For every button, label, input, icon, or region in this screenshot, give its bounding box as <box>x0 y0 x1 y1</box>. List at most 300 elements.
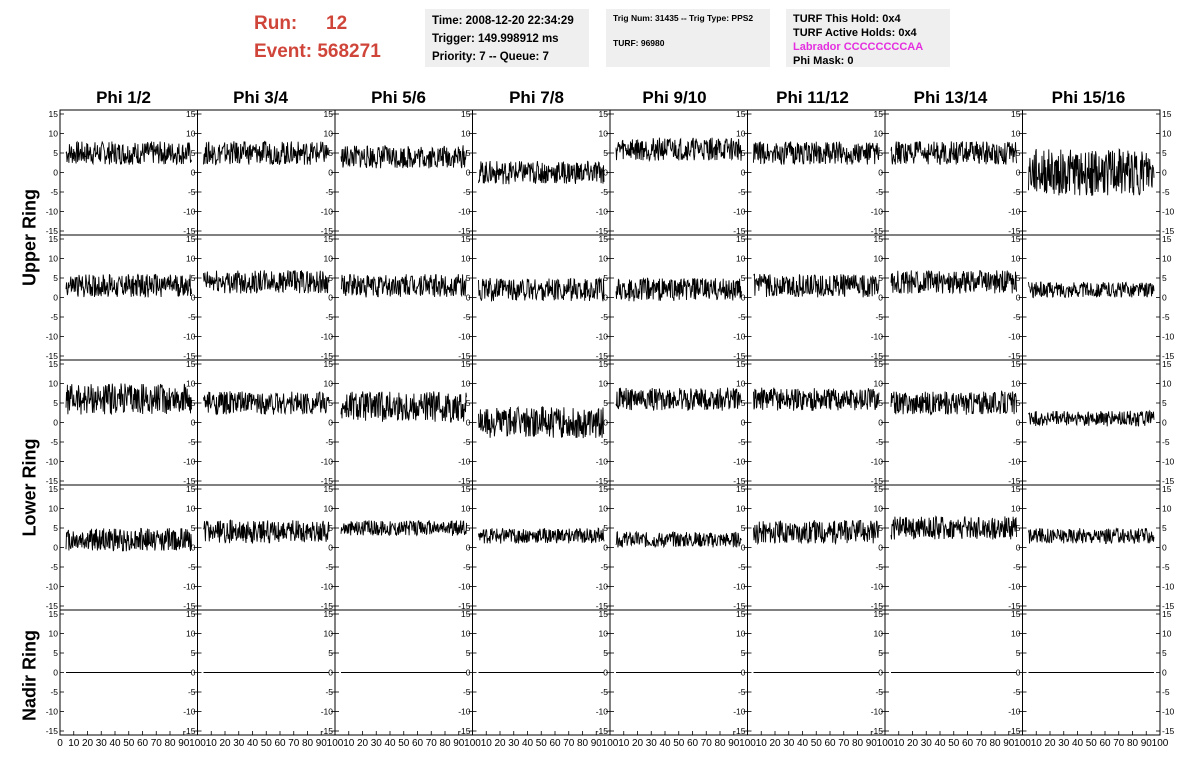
y-tick-label: -5 <box>1012 312 1021 322</box>
y-tick-label: 10 <box>186 253 196 264</box>
y-tick-label: -10 <box>1008 706 1021 717</box>
x-tick-label: 70 <box>425 738 437 749</box>
y-tick-label: -15 <box>1008 476 1021 486</box>
y-tick-label: 0 <box>740 292 746 303</box>
y-tick-label: 0 <box>1162 292 1167 303</box>
waveform-r2-c6 <box>891 391 1017 414</box>
y-tick-label: 15 <box>736 109 746 119</box>
x-tick-label: 20 <box>494 738 506 749</box>
x-tick-label: 0 <box>57 738 63 749</box>
x-tick-label: 30 <box>783 738 795 749</box>
y-tick-label: 5 <box>53 148 58 158</box>
x-tick-label: 10 <box>618 738 630 749</box>
y-tick-label: -5 <box>737 187 746 197</box>
y-tick-label: -15 <box>458 601 471 611</box>
priority-line: Priority: 7 -- Queue: 7 <box>432 51 549 63</box>
y-tick-label: 10 <box>873 503 883 514</box>
y-tick-label: 15 <box>186 609 196 619</box>
x-tick-label: 60 <box>1099 738 1111 749</box>
lower-ring-label: Lower Ring <box>19 438 40 537</box>
y-tick-label: 15 <box>598 359 608 369</box>
waveform-r3-c3 <box>479 528 605 543</box>
y-tick-label: 0 <box>603 167 608 178</box>
trig-num-line: Trig Num: 31435 -- Trig Type: PPS2 <box>613 13 754 23</box>
y-tick-label: 0 <box>740 667 746 678</box>
panel-frame-r1-c5 <box>748 235 886 360</box>
y-tick-label: 10 <box>48 253 58 264</box>
y-tick-label: -5 <box>462 437 471 447</box>
y-tick-label: 0 <box>740 542 746 553</box>
y-tick-label: 5 <box>190 523 196 533</box>
x-tick-label: 30 <box>508 738 520 749</box>
panel-frame-r0-c6 <box>885 110 1023 235</box>
x-tick-label: 80 <box>439 738 451 749</box>
y-tick-label: 0 <box>190 292 196 303</box>
y-tick-label: -15 <box>45 476 58 486</box>
x-tick-label: 40 <box>246 738 259 749</box>
y-tick-label: 15 <box>736 234 746 244</box>
y-tick-label: -15 <box>1162 726 1175 736</box>
phi-header-15-16: Phi 15/16 <box>1051 88 1126 107</box>
y-tick-label: 15 <box>598 234 608 244</box>
turf-this-hold-line: TURF This Hold: 0x4 <box>793 13 901 25</box>
y-tick-label: 15 <box>1162 109 1172 119</box>
y-tick-label: 0 <box>465 417 471 428</box>
y-tick-label: -10 <box>320 706 333 717</box>
y-tick-label: 10 <box>598 503 608 514</box>
y-tick-label: 0 <box>190 417 196 428</box>
y-tick-label: 15 <box>1162 484 1172 494</box>
phi-mask-line: Phi Mask: 0 <box>793 55 854 67</box>
y-tick-label: 0 <box>53 667 58 678</box>
panel-frame-r1-c0 <box>60 235 198 360</box>
x-tick-label: 80 <box>164 738 176 749</box>
waveform-r3-c1 <box>204 520 330 543</box>
y-tick-label: -5 <box>737 437 746 447</box>
x-tick-label: 20 <box>81 738 94 749</box>
x-tick-label: 40 <box>659 738 671 749</box>
panel-frame-r3-c7 <box>1023 485 1161 610</box>
panel-frame-r2-c2 <box>335 360 473 485</box>
y-tick-label: 0 <box>1162 667 1167 678</box>
y-tick-label: -5 <box>325 312 333 322</box>
event-label: Event: <box>254 41 313 62</box>
x-tick-label: 70 <box>700 738 712 749</box>
y-tick-label: -10 <box>870 581 883 592</box>
y-tick-label: 0 <box>1162 167 1167 178</box>
x-tick-label: 60 <box>686 738 699 749</box>
y-tick-label: 5 <box>1015 398 1021 408</box>
y-tick-label: 10 <box>186 503 196 514</box>
x-tick-label: 10 <box>68 738 80 749</box>
panel-frame-r1-c7 <box>1023 235 1161 360</box>
y-tick-label: 15 <box>1162 359 1172 369</box>
y-tick-label: 15 <box>598 484 608 494</box>
x-tick-label: 10 <box>343 738 355 749</box>
y-tick-label: -5 <box>600 687 608 697</box>
y-tick-label: 15 <box>48 234 58 244</box>
y-tick-label: -5 <box>1012 437 1021 447</box>
y-tick-label: -15 <box>595 726 608 736</box>
y-tick-label: -5 <box>875 187 883 197</box>
panel-frame-r0-c4 <box>610 110 748 235</box>
y-tick-label: 15 <box>461 234 471 244</box>
x-tick-label: 70 <box>838 738 850 749</box>
y-tick-label: 10 <box>736 628 746 639</box>
y-tick-label: -15 <box>595 226 608 236</box>
x-tick-label: 70 <box>563 738 575 749</box>
x-tick-label: 20 <box>1044 738 1056 749</box>
x-tick-label: 70 <box>288 738 300 749</box>
waveform-r3-c2 <box>341 520 467 535</box>
waveform-r3-c5 <box>754 520 880 543</box>
panel-frame-r1-c6 <box>885 235 1023 360</box>
y-tick-label: 5 <box>603 148 608 158</box>
y-tick-label: 0 <box>1015 292 1021 303</box>
waveform-r0-c1 <box>204 141 330 164</box>
y-tick-label: -10 <box>458 456 471 467</box>
y-tick-label: -15 <box>733 601 746 611</box>
y-tick-label: 0 <box>190 667 196 678</box>
y-tick-label: 5 <box>740 648 746 658</box>
waveform-r1-c4 <box>616 278 742 301</box>
y-tick-label: 10 <box>186 378 196 389</box>
y-tick-label: 5 <box>328 523 333 533</box>
y-tick-label: -15 <box>1162 226 1175 236</box>
x-tick-label: 50 <box>1085 738 1097 749</box>
y-tick-label: -5 <box>187 312 196 322</box>
y-tick-label: 0 <box>328 292 333 303</box>
x-tick-label: 20 <box>631 738 644 749</box>
y-tick-label: -15 <box>183 226 196 236</box>
phi-header-1-2: Phi 1/2 <box>96 88 151 107</box>
y-tick-label: -15 <box>733 726 746 736</box>
y-tick-label: 0 <box>1015 667 1021 678</box>
x-tick-label: 90 <box>315 738 327 749</box>
x-tick-label: 80 <box>576 738 589 749</box>
x-tick-label: 90 <box>178 738 190 749</box>
y-tick-label: -10 <box>733 581 746 592</box>
y-tick-label: -5 <box>600 312 608 322</box>
y-tick-label: -10 <box>183 706 196 717</box>
waveform-r1-c6 <box>891 270 1017 293</box>
waveform-r2-c7 <box>1029 411 1155 427</box>
y-tick-label: 10 <box>1011 253 1021 264</box>
y-tick-label: -5 <box>875 687 883 697</box>
y-tick-label: 5 <box>53 648 58 658</box>
y-tick-label: -10 <box>45 706 58 717</box>
y-tick-label: 15 <box>323 484 333 494</box>
y-tick-label: -5 <box>1162 687 1170 697</box>
y-tick-label: 15 <box>48 359 58 369</box>
y-tick-label: -10 <box>733 206 746 217</box>
y-tick-label: -15 <box>320 226 333 236</box>
y-tick-label: -5 <box>462 312 471 322</box>
y-tick-label: -15 <box>733 351 746 361</box>
y-tick-label: -15 <box>183 601 196 611</box>
y-tick-label: -5 <box>1162 562 1170 572</box>
run-value: 12 <box>326 13 348 34</box>
panel-frame-r1-c2 <box>335 235 473 360</box>
y-tick-label: -10 <box>320 581 333 592</box>
y-tick-label: 10 <box>1162 628 1172 639</box>
x-tick-label: 80 <box>1126 738 1139 749</box>
y-tick-label: 5 <box>878 398 883 408</box>
y-tick-label: 5 <box>328 648 333 658</box>
y-tick-label: 5 <box>53 273 58 283</box>
y-tick-label: 0 <box>53 417 58 428</box>
x-tick-label: 100 <box>739 738 756 749</box>
y-tick-label: -10 <box>183 456 196 467</box>
x-tick-label: 50 <box>948 738 960 749</box>
y-tick-label: 10 <box>1011 628 1021 639</box>
y-tick-label: -15 <box>595 351 608 361</box>
y-tick-label: -10 <box>320 456 333 467</box>
y-tick-label: 5 <box>53 523 58 533</box>
y-tick-label: 0 <box>878 542 883 553</box>
y-tick-label: -10 <box>595 581 608 592</box>
y-tick-label: 10 <box>598 128 608 139</box>
y-tick-label: 0 <box>465 292 471 303</box>
x-tick-label: 90 <box>590 738 602 749</box>
y-tick-label: -10 <box>1162 581 1175 592</box>
y-tick-label: 15 <box>598 609 608 619</box>
y-tick-label: 15 <box>1011 609 1021 619</box>
y-tick-label: -10 <box>458 331 471 342</box>
y-tick-label: -15 <box>45 601 58 611</box>
x-tick-label: 10 <box>205 738 217 749</box>
waveform-r2-c4 <box>616 388 742 411</box>
y-tick-label: -5 <box>325 687 333 697</box>
x-tick-label: 20 <box>356 738 369 749</box>
y-tick-label: 0 <box>328 417 333 428</box>
x-tick-label: 30 <box>370 738 382 749</box>
y-tick-label: 10 <box>1011 378 1021 389</box>
y-tick-label: -5 <box>187 562 196 572</box>
x-tick-label: 10 <box>755 738 767 749</box>
y-tick-label: -5 <box>600 187 608 197</box>
waveform-r0-c0 <box>66 142 192 165</box>
y-tick-label: -10 <box>183 331 196 342</box>
x-tick-label: 60 <box>824 738 836 749</box>
y-tick-label: -10 <box>458 706 471 717</box>
y-tick-label: 10 <box>873 628 883 639</box>
y-tick-label: 10 <box>48 378 58 389</box>
x-tick-label: 50 <box>535 738 547 749</box>
y-tick-label: -15 <box>183 726 196 736</box>
y-tick-label: -5 <box>325 562 333 572</box>
y-tick-label: 5 <box>878 523 883 533</box>
y-tick-label: 5 <box>190 398 196 408</box>
y-tick-label: -5 <box>1162 312 1170 322</box>
y-tick-label: 5 <box>603 523 608 533</box>
y-tick-label: 10 <box>48 503 58 514</box>
y-tick-label: -5 <box>325 437 333 447</box>
y-tick-label: -15 <box>458 351 471 361</box>
y-tick-label: -10 <box>45 331 58 342</box>
y-tick-label: -10 <box>595 331 608 342</box>
y-tick-label: -15 <box>458 476 471 486</box>
y-tick-label: 0 <box>878 667 883 678</box>
x-tick-label: 60 <box>411 738 424 749</box>
phi-header-7-8: Phi 7/8 <box>509 88 564 107</box>
x-tick-label: 80 <box>989 738 1001 749</box>
y-tick-label: 5 <box>1162 273 1167 283</box>
y-tick-label: 10 <box>323 628 333 639</box>
x-tick-label: 10 <box>1030 738 1042 749</box>
trigger-line: Trigger: 149.998912 ms <box>432 33 559 45</box>
x-tick-label: 90 <box>728 738 740 749</box>
y-tick-label: 5 <box>740 148 746 158</box>
waveform-r0-c5 <box>754 142 880 165</box>
y-tick-label: -10 <box>1162 331 1175 342</box>
y-tick-label: -15 <box>1008 226 1021 236</box>
y-tick-label: -5 <box>875 562 883 572</box>
panel-frame-r3-c3 <box>473 485 611 610</box>
event-value: 568271 <box>317 41 381 62</box>
panel-frame-r0-c2 <box>335 110 473 235</box>
x-tick-label: 80 <box>851 738 864 749</box>
y-tick-label: -10 <box>870 456 883 467</box>
x-tick-label: 100 <box>601 738 619 749</box>
y-tick-label: -15 <box>1162 476 1175 486</box>
panel-frame-r1-c1 <box>198 235 336 360</box>
y-tick-label: -5 <box>50 437 58 447</box>
y-tick-label: -15 <box>45 351 58 361</box>
y-tick-label: 0 <box>603 292 608 303</box>
y-tick-label: -15 <box>320 601 333 611</box>
x-tick-label: 90 <box>1003 738 1015 749</box>
x-tick-label: 30 <box>920 738 932 749</box>
y-tick-label: 0 <box>1162 542 1167 553</box>
x-tick-label: 90 <box>865 738 877 749</box>
y-tick-label: -5 <box>325 187 333 197</box>
y-tick-label: 15 <box>323 109 333 119</box>
waveform-r2-c1 <box>204 391 330 414</box>
x-tick-label: 10 <box>893 738 905 749</box>
y-tick-label: 10 <box>1162 503 1172 514</box>
y-tick-label: 10 <box>1162 128 1172 139</box>
y-tick-label: 15 <box>736 359 746 369</box>
y-tick-label: -5 <box>600 562 608 572</box>
phi-header-9-10: Phi 9/10 <box>642 88 707 107</box>
y-tick-label: 5 <box>740 273 746 283</box>
x-tick-label: 100 <box>464 738 481 749</box>
y-tick-label: 5 <box>465 523 471 533</box>
x-tick-label: 80 <box>714 738 726 749</box>
y-tick-label: 15 <box>48 609 58 619</box>
y-tick-label: -5 <box>50 312 58 322</box>
waveform-r0-c7 <box>1029 149 1155 196</box>
y-tick-label: -5 <box>187 687 196 697</box>
y-tick-label: 5 <box>190 273 196 283</box>
y-tick-label: 15 <box>736 609 746 619</box>
x-tick-label: 50 <box>260 738 272 749</box>
y-tick-label: -10 <box>1008 331 1021 342</box>
y-tick-label: 0 <box>1015 542 1021 553</box>
y-tick-label: 10 <box>461 128 471 139</box>
panel-frame-r3-c1 <box>198 485 336 610</box>
y-tick-label: -5 <box>462 187 471 197</box>
x-tick-label: 100 <box>326 738 344 749</box>
y-tick-label: 15 <box>873 234 883 244</box>
y-tick-label: 10 <box>323 378 333 389</box>
panel-frame-r2-c0 <box>60 360 198 485</box>
y-tick-label: 5 <box>878 273 883 283</box>
y-tick-label: 5 <box>1162 648 1167 658</box>
y-tick-label: 10 <box>873 253 883 264</box>
x-tick-label: 40 <box>934 738 946 749</box>
x-tick-label: 60 <box>549 738 561 749</box>
y-tick-label: 0 <box>603 667 608 678</box>
nadir-ring-label: Nadir Ring <box>19 630 40 722</box>
waveform-r0-c4 <box>616 138 742 161</box>
y-tick-label: 15 <box>323 359 333 369</box>
y-tick-label: -15 <box>183 351 196 361</box>
y-tick-label: -15 <box>45 726 58 736</box>
y-tick-label: -15 <box>320 351 333 361</box>
y-tick-label: 0 <box>740 417 746 428</box>
y-tick-label: -5 <box>1162 437 1170 447</box>
y-tick-label: -5 <box>875 312 883 322</box>
y-tick-label: -10 <box>595 456 608 467</box>
y-tick-label: -15 <box>458 726 471 736</box>
y-tick-label: 0 <box>465 667 471 678</box>
y-tick-label: 5 <box>190 648 196 658</box>
y-tick-label: 0 <box>53 542 58 553</box>
y-tick-label: -5 <box>737 562 746 572</box>
y-tick-label: -10 <box>733 331 746 342</box>
y-tick-label: 10 <box>736 503 746 514</box>
y-tick-label: 5 <box>53 398 58 408</box>
x-tick-label: 20 <box>219 738 231 749</box>
turf-line: TURF: 96980 <box>613 38 665 48</box>
panel-frame-r3-c5 <box>748 485 886 610</box>
x-tick-label: 50 <box>673 738 685 749</box>
y-tick-label: 15 <box>873 609 883 619</box>
y-tick-label: 15 <box>1011 109 1021 119</box>
y-tick-label: -5 <box>600 437 608 447</box>
y-tick-label: 5 <box>603 398 608 408</box>
y-tick-label: -10 <box>1162 206 1175 217</box>
y-tick-label: -15 <box>320 476 333 486</box>
y-tick-label: 5 <box>1162 398 1167 408</box>
y-tick-label: -10 <box>458 581 471 592</box>
y-tick-label: 5 <box>1015 148 1021 158</box>
y-tick-label: -10 <box>595 706 608 717</box>
y-tick-label: 10 <box>598 628 608 639</box>
y-tick-label: 15 <box>1162 609 1172 619</box>
x-tick-label: 60 <box>961 738 974 749</box>
waveform-r1-c7 <box>1029 282 1155 298</box>
y-tick-label: 0 <box>328 542 333 553</box>
y-tick-label: 10 <box>873 378 883 389</box>
y-tick-label: 10 <box>736 128 746 139</box>
run-label: Run: <box>254 13 298 34</box>
y-tick-label: -10 <box>45 581 58 592</box>
y-tick-label: -15 <box>733 226 746 236</box>
x-tick-label: 70 <box>975 738 987 749</box>
panel-frame-r0-c0 <box>60 110 198 235</box>
waveform-r2-c2 <box>341 391 467 422</box>
y-tick-label: 5 <box>603 648 608 658</box>
y-tick-label: 10 <box>1162 253 1172 264</box>
y-tick-label: 15 <box>323 609 333 619</box>
y-tick-label: -15 <box>1008 726 1021 736</box>
y-tick-label: 10 <box>736 378 746 389</box>
panel-frame-r2-c5 <box>748 360 886 485</box>
y-tick-label: 10 <box>873 128 883 139</box>
